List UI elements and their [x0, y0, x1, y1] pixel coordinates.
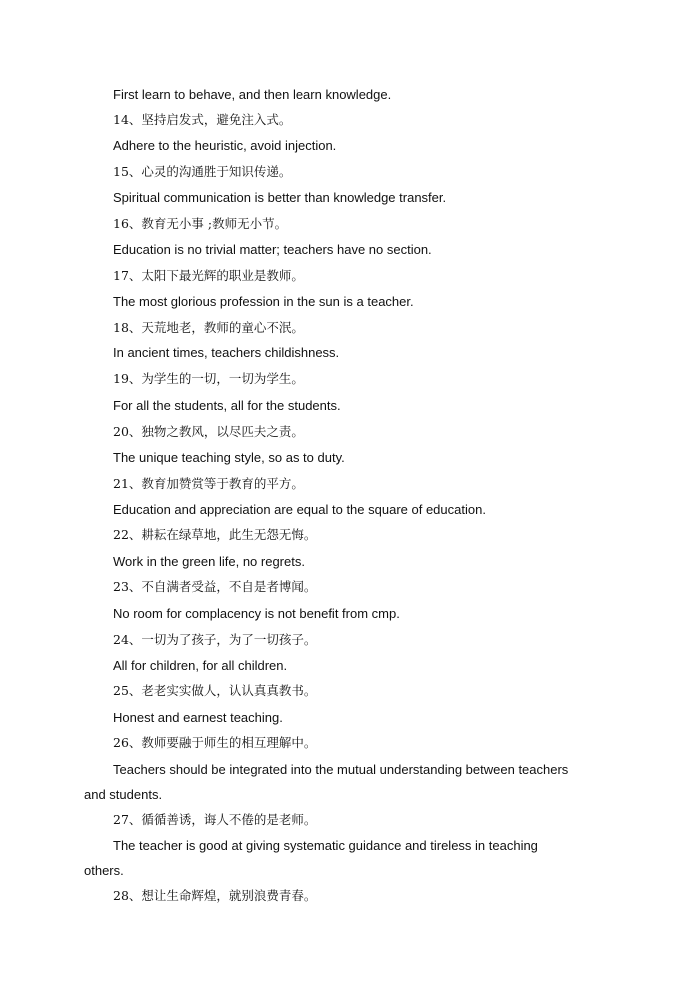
text-line-en-continuation: others.	[84, 863, 124, 878]
text-line-en: Spiritual communication is better than knowledge transfer.	[113, 190, 447, 205]
text-line-en: Honest and earnest teaching.	[113, 710, 283, 725]
text-line-zh: 19、为学生的一切，一切为学生。	[113, 371, 304, 386]
text-line-zh: 23、不自满者受益，不自是者博闻。	[113, 579, 317, 594]
text-line-zh: 22、耕耘在绿草地，此生无怨无悔。	[113, 527, 317, 542]
text-line-en: Education and appreciation are equal to the square of education.	[113, 502, 486, 517]
text-line-en: Work in the green life, no regrets.	[113, 554, 305, 569]
text-line-zh: 20、独物之教风，以尽匹夫之责。	[113, 424, 304, 439]
text-line-zh: 16、教育无小事 ;教师无小节。	[113, 216, 288, 231]
text-line-en: For all the students, all for the students.	[113, 398, 341, 413]
text-line-zh: 18、天荒地老，教师的童心不泯。	[113, 320, 304, 335]
text-line-en: The teacher is good at giving systematic guidance and tireless in teaching	[113, 838, 538, 853]
text-line-en: In ancient times, teachers childishness.	[113, 345, 340, 360]
text-line-zh: 25、老老实实做人，认认真真教书。	[113, 683, 317, 698]
text-line-zh: 26、教师要融于师生的相互理解中。	[113, 735, 317, 750]
text-line-en: The most glorious profession in the sun is a teacher.	[113, 294, 414, 309]
text-line-zh: 24、一切为了孩子，为了一切孩子。	[113, 632, 317, 647]
text-line-zh: 17、太阳下最光辉的职业是教师。	[113, 268, 304, 283]
text-line-en-continuation: and students.	[84, 787, 163, 802]
text-line-zh: 21、教育加赞赏等于教育的平方。	[113, 476, 304, 491]
text-line-zh: 28、想让生命辉煌，就别浪费青春。	[113, 888, 317, 903]
text-line-zh: 15、心灵的沟通胜于知识传递。	[113, 164, 292, 179]
text-line-en: Adhere to the heuristic, avoid injection.	[113, 138, 337, 153]
text-line-en: No room for complacency is not benefit from cmp.	[113, 606, 400, 621]
text-line-en: First learn to behave, and then learn knowledge.	[113, 87, 392, 102]
text-line-en: Education is no trivial matter; teachers have no section.	[113, 242, 432, 257]
text-line-en: All for children, for all children.	[113, 658, 288, 673]
text-line-zh: 14、坚持启发式，避免注入式。	[113, 112, 292, 127]
text-line-en: The unique teaching style, so as to duty.	[113, 450, 345, 465]
text-line-en: Teachers should be integrated into the mutual understanding between teachers	[113, 762, 569, 777]
text-line-zh: 27、循循善诱，诲人不倦的是老师。	[113, 812, 317, 827]
